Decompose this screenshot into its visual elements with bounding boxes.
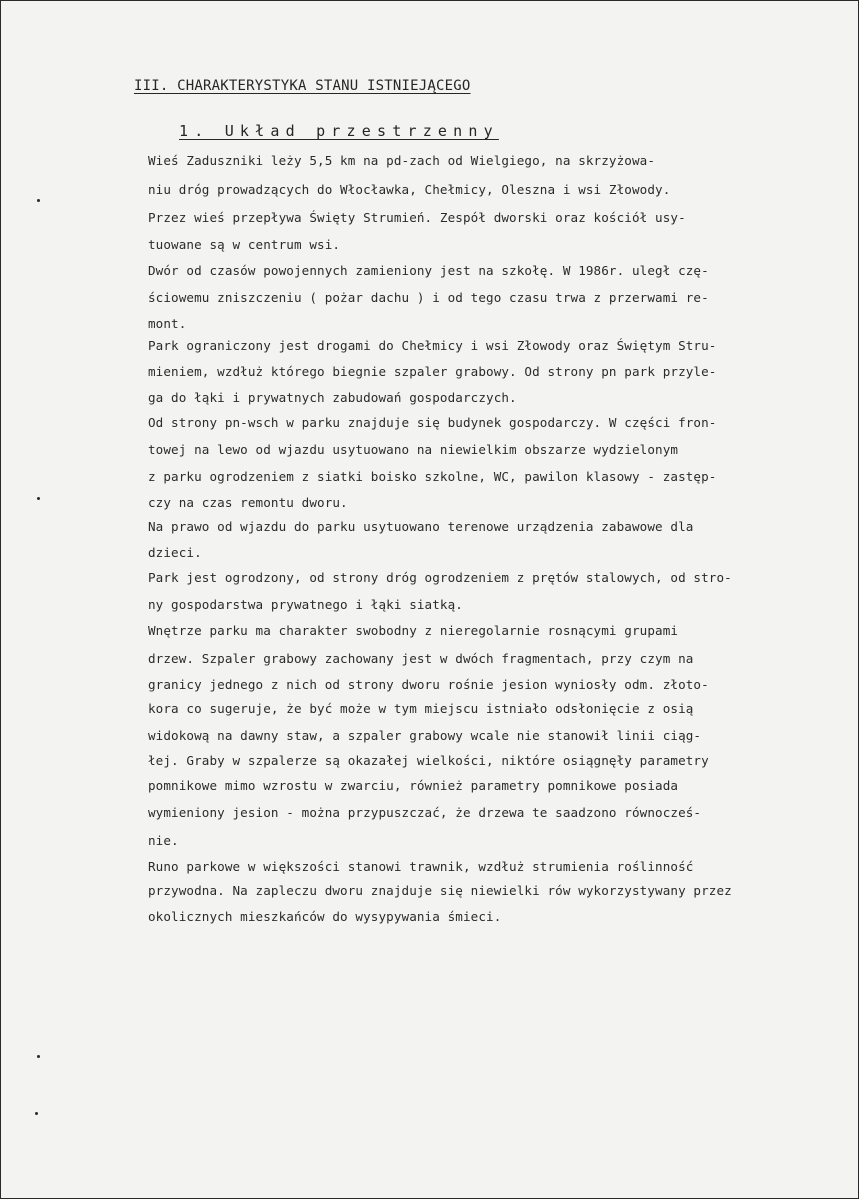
- body-line: Wnętrze parku ma charakter swobodny z nieregolarnie rosnącymi grupami: [148, 623, 679, 638]
- body-line: towej na lewo od wjazdu usytuowano na niewielkim obszarze wydzielonym: [148, 442, 679, 457]
- body-line: Od strony pn-wsch w parku znajduje się budynek gospodarczy. W części fron-: [148, 415, 717, 430]
- scan-speck: [37, 1055, 40, 1058]
- body-line: mieniem, wzdłuż którego biegnie szpaler grabowy. Od strony pn park przyle-: [148, 364, 717, 379]
- body-line: Na prawo od wjazdu do parku usytuowano terenowe urządzenia zabawowe dla: [148, 519, 694, 534]
- body-line: kora co sugeruje, że być może w tym miejscu istniało odsłonięcie z osią: [148, 701, 694, 716]
- body-line: granicy jednego z nich od strony dworu rośnie jesion wyniosły odm. złoto-: [148, 677, 709, 692]
- document-body: [1, 1, 858, 1198]
- body-line: Park ograniczony jest drogami do Chełmicy i wsi Złowody oraz Świętym Stru-: [148, 338, 717, 353]
- scan-speck: [35, 1112, 38, 1115]
- section-heading: III. CHARAKTERYSTYKA STANU ISTNIEJĄCEGO: [134, 78, 471, 94]
- body-line: okolicznych mieszkańców do wysypywania śmieci.: [148, 909, 502, 924]
- body-line: Runo parkowe w większości stanowi trawnik, wzdłuż strumienia roślinność: [148, 859, 694, 874]
- body-line: ga do łąki i prywatnych zabudowań gospodarczych.: [148, 390, 517, 405]
- body-line: dzieci.: [148, 545, 202, 560]
- body-line: widokową na dawny staw, a szpaler grabowy wcale nie stanowił linii ciąg-: [148, 728, 702, 743]
- body-line: niu dróg prowadzących do Włocławka, Chełmicy, Oleszna i wsi Złowody.: [148, 182, 671, 197]
- scan-speck: [37, 497, 40, 500]
- scan-speck: [37, 199, 40, 202]
- body-line: łej. Graby w szpalerze są okazałej wielkości, niktóre osiągnęły parametry: [148, 753, 709, 768]
- body-line: ny gospodarstwa prywatnego i łąki siatką.: [148, 597, 463, 612]
- body-line: z parku ogrodzeniem z siatki boisko szkolne, WC, pawilon klasowy - zastęp-: [148, 469, 717, 484]
- body-line: Park jest ogrodzony, od strony dróg ogrodzeniem z prętów stalowych, od stro-: [148, 570, 732, 585]
- body-line: przywodna. Na zapleczu dworu znajduje się niewielki rów wykorzystywany przez: [148, 883, 732, 898]
- body-line: pomnikowe mimo wzrostu w zwarciu, również parametry pomnikowe posiada: [148, 778, 679, 793]
- body-line: drzew. Szpaler grabowy zachowany jest w dwóch fragmentach, przy czym na: [148, 651, 694, 666]
- body-line: Przez wieś przepływa Święty Strumień. Zespół dworski oraz kościół usy-: [148, 210, 686, 225]
- body-line: nie.: [148, 833, 179, 848]
- body-line: wymieniony jesion - można przypuszczać, że drzewa te saadzono równocześ-: [148, 805, 702, 820]
- body-line: mont.: [148, 316, 187, 331]
- subsection-heading: 1. Układ przestrzenny: [179, 122, 499, 140]
- body-line: Wieś Zaduszniki leży 5,5 km na pd-zach od Wielgiego, na skrzyżowa-: [148, 153, 656, 168]
- body-line: czy na czas remontu dworu.: [148, 495, 348, 510]
- body-line: tuowane są w centrum wsi.: [148, 237, 341, 252]
- body-line: Dwór od czasów powojennych zamieniony jest na szkołę. W 1986r. uległ czę-: [148, 263, 709, 278]
- body-line: ściowemu zniszczeniu ( pożar dachu ) i od tego czasu trwa z przerwami re-: [148, 290, 709, 305]
